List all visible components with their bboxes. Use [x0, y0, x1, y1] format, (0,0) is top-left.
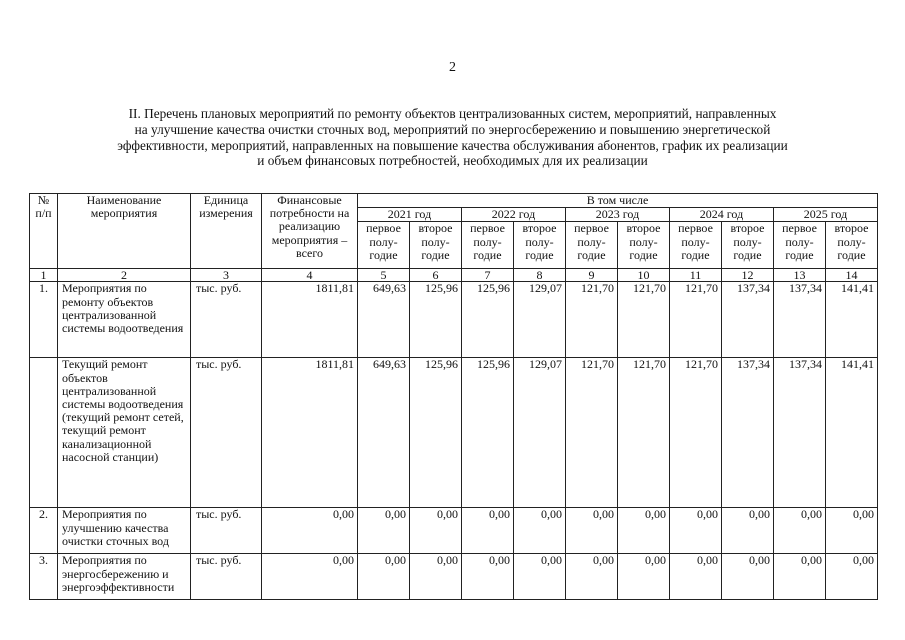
header-year: 2024 год	[670, 208, 774, 222]
table-row	[30, 508, 878, 554]
row-value: 121,70	[618, 358, 670, 508]
row-value: 137,34	[774, 358, 826, 508]
table-row	[30, 554, 878, 600]
title-line: эффективности, мероприятий, направленных на повышение качества обслуживания абонентов, график их реализации	[117, 137, 788, 153]
column-number: 10	[618, 269, 670, 282]
header-second-half: второе полу-годие	[722, 222, 774, 269]
row-value: 649,63	[358, 358, 410, 508]
row-value: 125,96	[462, 358, 514, 508]
row-value: 137,34	[722, 282, 774, 358]
row-total: 0,00	[262, 508, 358, 554]
row-name: Мероприятия по ремонту объектов централизованной системы водоотведения	[58, 282, 191, 358]
row-value: 0,00	[826, 508, 878, 554]
row-value: 0,00	[358, 554, 410, 600]
row-total: 1811,81	[262, 358, 358, 508]
table-body	[30, 269, 878, 600]
header-first-half: первое полу-годие	[462, 222, 514, 269]
row-value: 0,00	[566, 554, 618, 600]
row-total: 0,00	[262, 554, 358, 600]
row-name: Мероприятия по улучшению качества очистки сточных вод	[58, 508, 191, 554]
header-including: В том числе	[358, 194, 878, 208]
row-value: 141,41	[826, 358, 878, 508]
header-second-half: второе полу-годие	[410, 222, 462, 269]
row-value: 0,00	[722, 554, 774, 600]
row-unit: тыс. руб.	[191, 554, 262, 600]
row-value: 129,07	[514, 282, 566, 358]
row-name: Текущий ремонт объектов централизованной системы водоотведения (текущий ремонт сетей, текущий ремонт канализационной насосной станции)	[58, 358, 191, 508]
row-value: 125,96	[410, 358, 462, 508]
row-value: 141,41	[826, 282, 878, 358]
column-number: 9	[566, 269, 618, 282]
row-value: 0,00	[514, 554, 566, 600]
header-year: 2022 год	[462, 208, 566, 222]
header-first-half: первое полу-годие	[566, 222, 618, 269]
header-year: 2021 год	[358, 208, 462, 222]
header-second-half: второе полу-годие	[618, 222, 670, 269]
header-first-half: первое полу-годие	[670, 222, 722, 269]
column-number: 2	[58, 269, 191, 282]
table-row	[30, 282, 878, 358]
row-value: 137,34	[774, 282, 826, 358]
row-value: 121,70	[618, 282, 670, 358]
row-unit: тыс. руб.	[191, 358, 262, 508]
row-num: 3.	[30, 554, 58, 600]
header-num: № п/п	[30, 194, 58, 269]
header-finance: Финансовые потребности на реализацию мероприятия – всего	[262, 194, 358, 269]
row-value: 121,70	[566, 358, 618, 508]
row-value: 0,00	[410, 508, 462, 554]
column-number: 12	[722, 269, 774, 282]
row-value: 0,00	[774, 508, 826, 554]
row-value: 137,34	[722, 358, 774, 508]
row-value: 0,00	[618, 508, 670, 554]
row-unit: тыс. руб.	[191, 282, 262, 358]
row-value: 129,07	[514, 358, 566, 508]
row-value: 121,70	[670, 282, 722, 358]
row-value: 125,96	[410, 282, 462, 358]
header-second-half: второе полу-годие	[514, 222, 566, 269]
column-number: 13	[774, 269, 826, 282]
header-year: 2023 год	[566, 208, 670, 222]
row-value: 0,00	[670, 554, 722, 600]
title-line: и объем финансовых потребностей, необходимых для их реализации	[257, 153, 648, 169]
document-title	[50, 106, 855, 169]
column-number: 6	[410, 269, 462, 282]
column-number-row	[30, 269, 878, 282]
column-number: 11	[670, 269, 722, 282]
row-value: 0,00	[618, 554, 670, 600]
row-value: 0,00	[826, 554, 878, 600]
column-number: 5	[358, 269, 410, 282]
column-number: 4	[262, 269, 358, 282]
column-number: 7	[462, 269, 514, 282]
table-row	[30, 358, 878, 508]
row-num: 2.	[30, 508, 58, 554]
header-second-half: второе полу-годие	[826, 222, 878, 269]
header-unit: Единица измерения	[191, 194, 262, 269]
row-value: 0,00	[514, 508, 566, 554]
row-name: Мероприятия по энергосбережению и энергоэффективности	[58, 554, 191, 600]
page-number: 2	[449, 60, 456, 75]
row-value: 0,00	[410, 554, 462, 600]
row-value: 0,00	[566, 508, 618, 554]
column-number: 3	[191, 269, 262, 282]
header-first-half: первое полу-годие	[774, 222, 826, 269]
row-value: 0,00	[670, 508, 722, 554]
column-number: 1	[30, 269, 58, 282]
header-name: Наименование мероприятия	[58, 194, 191, 269]
row-num: 1.	[30, 282, 58, 358]
row-num	[30, 358, 58, 508]
row-value: 0,00	[774, 554, 826, 600]
row-value: 0,00	[358, 508, 410, 554]
column-number: 8	[514, 269, 566, 282]
row-value: 0,00	[462, 554, 514, 600]
row-total: 1811,81	[262, 282, 358, 358]
header-first-half: первое полу-годие	[358, 222, 410, 269]
row-value: 649,63	[358, 282, 410, 358]
row-value: 121,70	[670, 358, 722, 508]
row-value: 0,00	[462, 508, 514, 554]
row-value: 0,00	[722, 508, 774, 554]
column-number: 14	[826, 269, 878, 282]
title-line: на улучшение качества очистки сточных вод, мероприятий по энергосбережению и повышению энергетической	[134, 121, 771, 137]
row-value: 125,96	[462, 282, 514, 358]
measures-table	[29, 193, 878, 600]
row-value: 121,70	[566, 282, 618, 358]
title-line: II. Перечень плановых мероприятий по ремонту объектов централизованных систем, мероприятий, направленных	[128, 106, 777, 121]
row-unit: тыс. руб.	[191, 508, 262, 554]
header-year: 2025 год	[774, 208, 878, 222]
